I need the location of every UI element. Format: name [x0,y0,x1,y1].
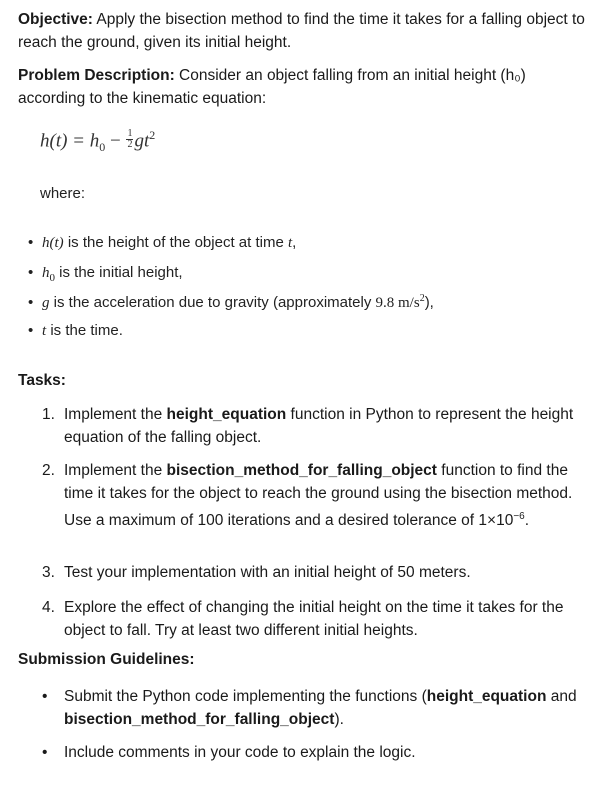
bullet-initial-height: • $h_0$ is the initial height, [28,264,183,284]
problem-paragraph [18,64,588,110]
where-label: where: [40,185,86,202]
submission-heading: Submission Guidelines: [18,651,195,668]
task-item-2: 2. Implement the bisection_method_for_falling_object function to find the time it takes for the object to reach the ground using the bisection method. Use a maximum of 100 iterations and a desired tolerance of $1\times 10^{-6}$. [42,462,573,530]
objective-text: Apply the bisection method to find the time it takes for a falling object to reach the ground, given its initial height. [18,11,585,51]
objective-label: Objective: [18,11,93,28]
task-item-1: 1. Implement the height_equation function in Python to represent the height equation of the falling object. [42,406,574,446]
objective-paragraph [18,8,588,54]
fraction-half: $\frac{1}{2}$ [127,127,133,150]
task-item-4: 4. Explore the effect of changing the initial height on the time it takes for the object to fall. Try at least two different initial heights. [42,599,564,639]
submission-item-2: • Include comments in your code to explain the logic. [42,744,416,761]
bullet-height: • h(t) is the height of the object at time t, [28,234,297,251]
problem-label: Problem Description: [18,67,175,84]
tasks-heading: Tasks: [18,372,66,389]
problem-text: Consider an object falling from an initial height (h₀) according to the kinematic equation: [18,67,526,107]
submission-item-1: • Submit the Python code implementing the functions (height_equation and bisection_method_for_falling_object). [42,688,577,728]
bullet-gravity: • g is the acceleration due to gravity (approximately 9.8 $m/s^2$), [28,293,434,311]
task-item-3: 3. Test your implementation with an initial height of 50 meters. [42,564,471,581]
bullet-time: • t is the time. [28,322,123,339]
kinematic-formula: $h(t) = h_0$ − $\frac{1}{2}$ $gt^2$ [40,127,156,155]
